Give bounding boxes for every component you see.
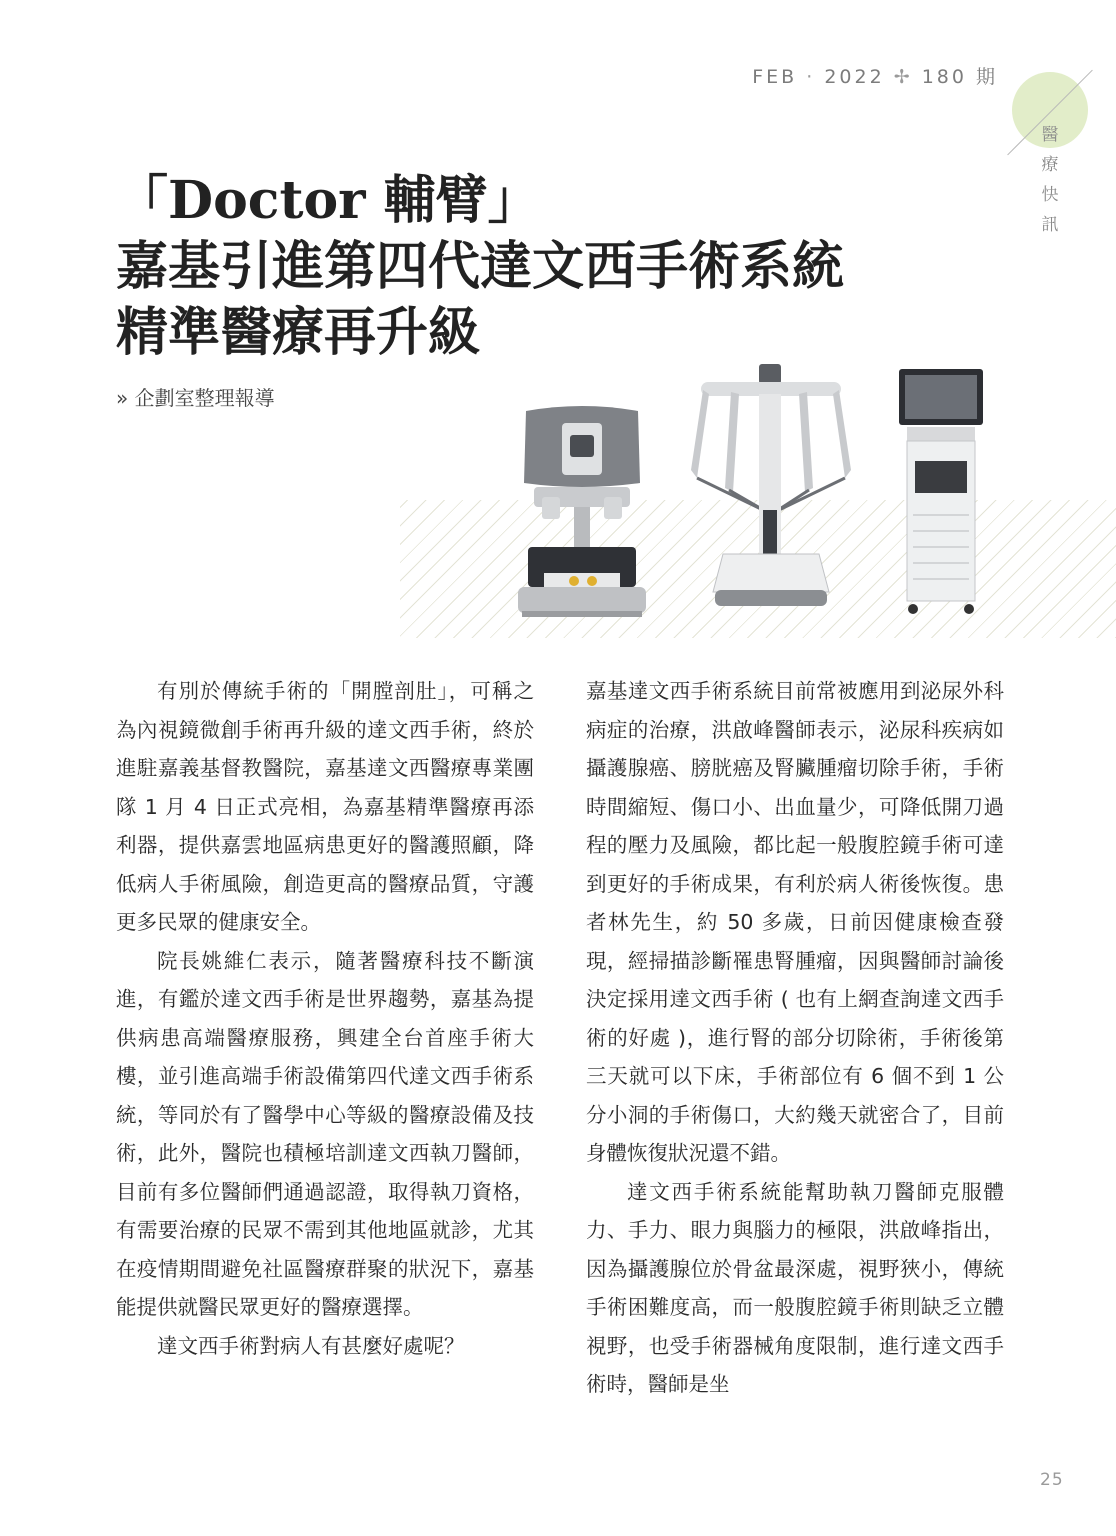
body-paragraph: 達文西手術系統能幫助執刀醫師克服體力、手力、眼力與腦力的極限，洪啟峰指出，因為攝護腺位於骨盆最深處，視野狹小，傳統手術困難度高，而一般腹腔鏡手術則缺乏立體視野，也受手術器械角度限制，進行達文西手術時，醫師是坐	[586, 1179, 1004, 1396]
article-column-right	[586, 672, 1004, 1404]
cross-ornament-icon: ✢	[893, 66, 913, 88]
body-paragraph: 有別於傳統手術的「開膛剖肚」，可稱之為內視鏡微創手術再升級的達文西手術，終於進駐嘉義基督教醫院，嘉基達文西醫療專業團隊 1 月 4 日正式亮相，為嘉基精準醫療再添利器，提供嘉雲地區病患更好的醫護照顧，降低病人手術風險，創造更高的醫療品質，守護更多民眾的健康安全。	[116, 679, 534, 934]
issue-month: FEB	[752, 66, 798, 88]
byline: » 企劃室整理報導	[116, 386, 275, 410]
section-char: 訊	[1041, 215, 1059, 235]
article-title	[116, 168, 976, 366]
body-paragraph: 達文西手術對病人有甚麼好處呢？	[157, 1333, 465, 1358]
patient-cart-arms-image	[683, 360, 858, 615]
body-paragraph: 院長姚維仁表示，隨著醫療科技不斷演進，有鑑於達文西手術是世界趨勢，嘉基為提供病患高端醫療服務，興建全台首座手術大樓，並引進高端手術設備第四代達文西手術系統，等同於有了醫學中心等級的醫療設備及技術，此外，醫院也積極培訓達文西執刀醫師，目前有多位醫師們通過認證，取得執刀資格，有需要治療的民眾不需到其他地區就診，尤其在疫情期間避免社區醫療群聚的狀況下，嘉基能提供就醫民眾更好的醫療選擇。	[116, 948, 534, 1319]
surgeon-console-image	[512, 405, 652, 620]
page-number: 25	[1040, 1470, 1064, 1490]
section-label	[1038, 120, 1062, 240]
separator-dot: ·	[806, 66, 816, 88]
issue-info	[752, 62, 998, 89]
title-line: 「Doctor 輔臂」	[116, 170, 540, 231]
issue-year: 2022	[824, 66, 885, 88]
issue-number: 180 期	[921, 66, 998, 88]
section-char: 醫	[1041, 125, 1059, 145]
section-char: 療	[1041, 155, 1059, 175]
title-line: 精準醫療再升級	[116, 302, 481, 363]
title-line: 嘉基引進第四代達文西手術系統	[116, 236, 845, 297]
article-column-left	[116, 672, 534, 1365]
section-char: 快	[1041, 185, 1059, 205]
vision-cart-image	[895, 365, 987, 617]
body-paragraph: 嘉基達文西手術系統目前常被應用到泌尿外科病症的治療，洪啟峰醫師表示，泌尿科疾病如攝護腺癌、膀胱癌及腎臟腫瘤切除手術，手術時間縮短、傷口小、出血量少，可降低開刀過程的壓力及風險，都比起一般腹腔鏡手術可達到更好的手術成果，有利於病人術後恢復。患者林先生，約 50 多歲，日前因健康檢查發現，經掃描診斷罹患腎腫瘤，因與醫師討論後決定採用達文西手術 ( 也有上網查詢達文西手術的好處 )，進行腎的部分切除術，手術後第三天就可以下床，手術部位有 6 個不到 1 公分小洞的手術傷口，大約幾天就密合了，目前身體恢復狀況還不錯。	[586, 679, 1004, 1165]
